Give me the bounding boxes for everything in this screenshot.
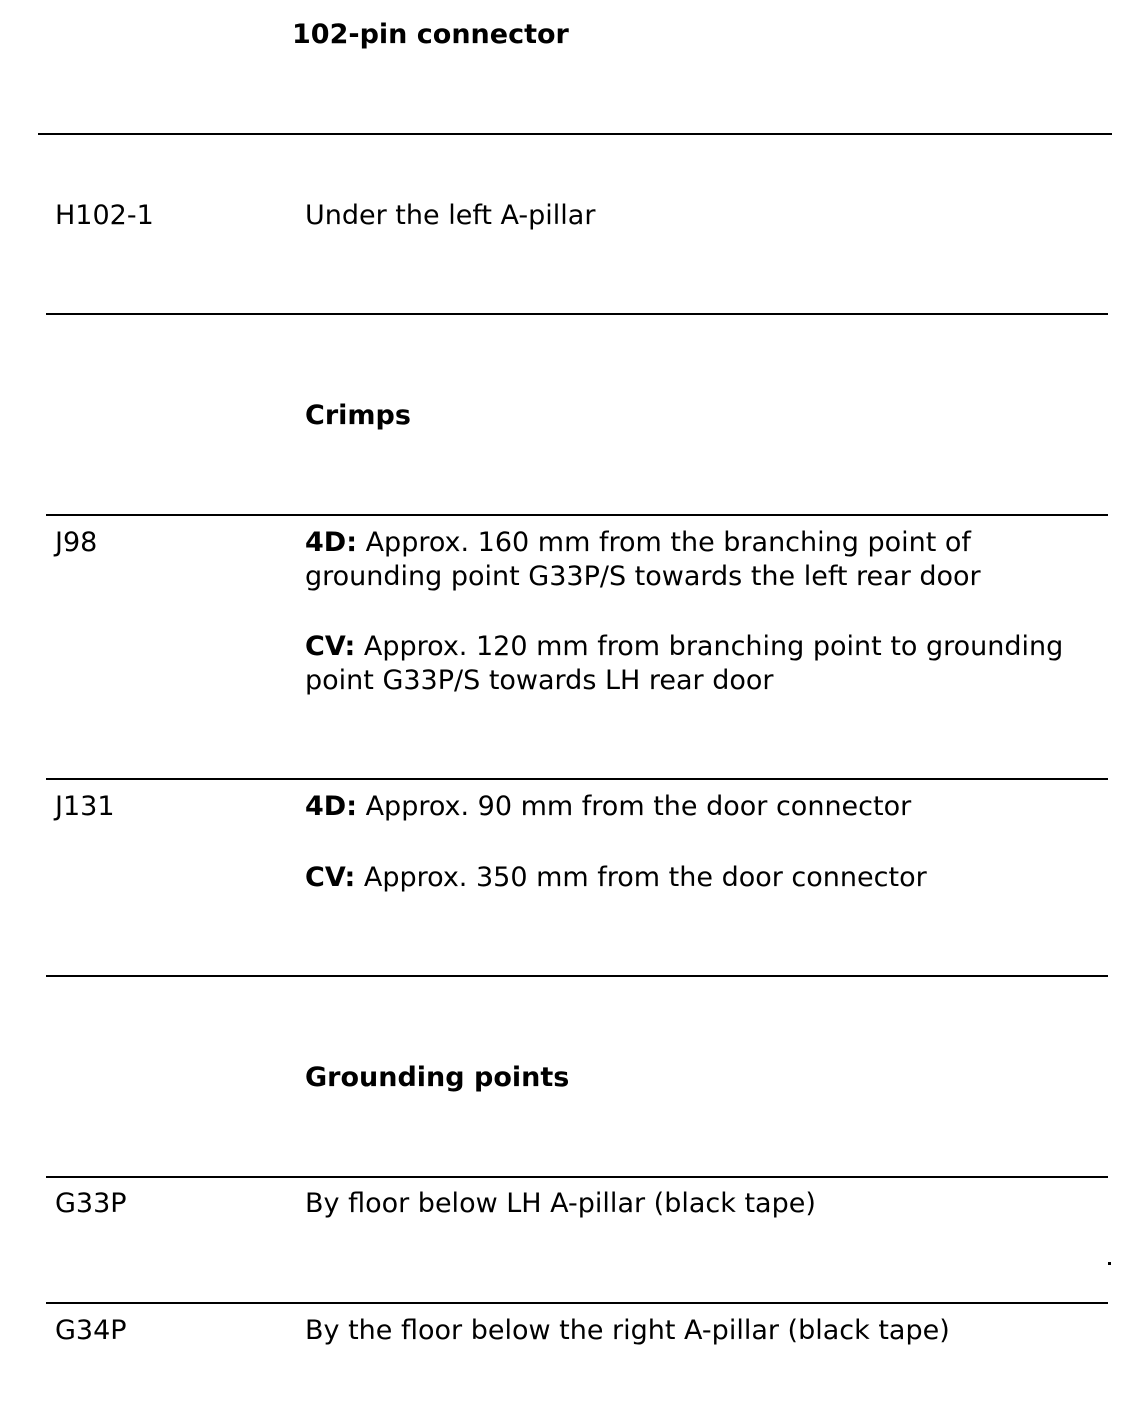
divider xyxy=(46,975,1108,977)
grounding-location: By floor below LH A-pillar (black tape) xyxy=(305,1188,816,1219)
grounding-code: G33P xyxy=(55,1188,127,1219)
grounding-location: By the floor below the right A-pillar (black tape) xyxy=(305,1315,950,1346)
crimp-note: CV: Approx. 120 mm from branching point to grounding point G33P/S towards LH rear door xyxy=(305,631,1064,696)
grounding-heading: Grounding points xyxy=(305,1062,570,1093)
crimps-heading: Crimps xyxy=(305,400,411,431)
grounding-code: G34P xyxy=(55,1315,127,1346)
divider xyxy=(46,514,1108,516)
connector-location: Under the left A-pillar xyxy=(305,200,596,231)
divider xyxy=(46,313,1108,315)
crimp-code: J131 xyxy=(55,791,115,822)
divider xyxy=(46,778,1108,780)
divider xyxy=(46,1176,1108,1178)
connector-code: H102-1 xyxy=(55,200,154,231)
stray-mark xyxy=(1108,1262,1111,1265)
divider xyxy=(38,133,1112,135)
connector-heading: 102-pin connector xyxy=(292,19,569,50)
crimp-note: 4D: Approx. 160 mm from the branching point of grounding point G33P/S towards the left rear door xyxy=(305,527,981,592)
crimp-note: CV: Approx. 350 mm from the door connector xyxy=(305,862,927,893)
crimp-note: 4D: Approx. 90 mm from the door connector xyxy=(305,791,912,822)
divider xyxy=(46,1302,1108,1304)
crimp-code: J98 xyxy=(55,527,98,558)
